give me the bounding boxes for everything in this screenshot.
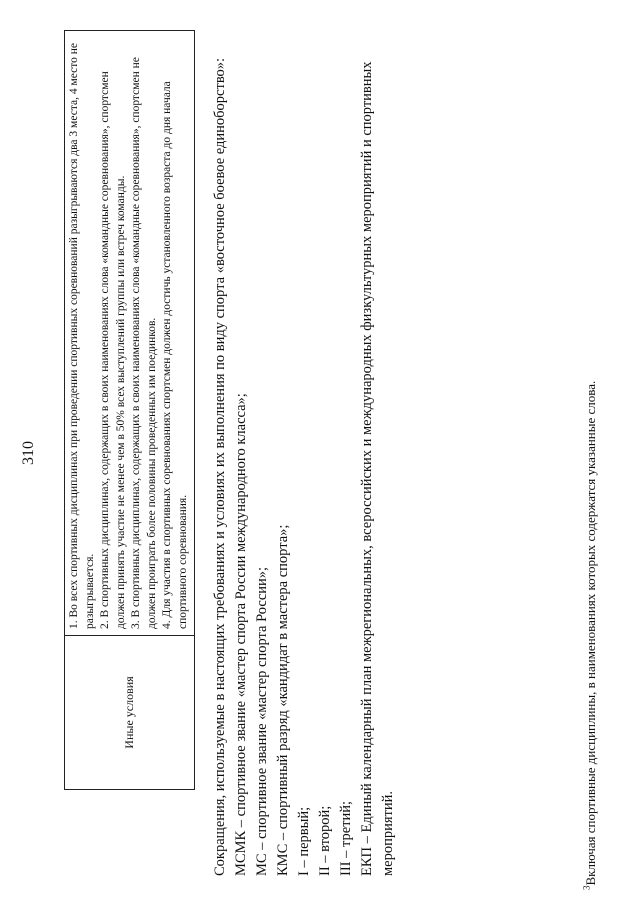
abbreviation-item: II – второй; xyxy=(317,805,333,876)
rule-item: 3. В спортивных дисциплинах, содержащих в своих наименованиях слова «командные соревнования», спортсмен не должен проиграть более половины проведенных им поединков. xyxy=(130,57,158,629)
table-row xyxy=(65,31,195,790)
abbreviation-item: III – третий; xyxy=(338,800,354,876)
abbreviation-item: МСМК – спортивное звание «мастер спорта России международного класса»; xyxy=(233,393,249,876)
rule-item: 1. Во всех спортивных дисциплинах при проведении спортивных соревнований разыгрываются два 3 места, 4 место не разыгрывается. xyxy=(68,43,96,629)
abbreviations-intro: Сокращения, используемые в настоящих требованиях и условиях их выполнения по виду спорта «восточное боевое единоборство»: xyxy=(212,57,228,876)
footnote-marker: 3 xyxy=(581,885,592,890)
abbreviations-section xyxy=(210,46,399,876)
rotated-page-content xyxy=(20,30,620,890)
footnote-text: Включая спортивные дисциплины, в наименованиях которых содержатся указанные слова. xyxy=(583,380,598,886)
conditions-table xyxy=(64,30,195,790)
rule-item: 2. В спортивных дисциплинах, содержащих в своих наименованиях слова «командные соревнования», спортсмен должен принять участие не менее чем в 50% всех выступлений группы или встреч команды. xyxy=(99,71,127,629)
rule-item: 4. Для участия в спортивных соревнованиях спортсмен должен достичь установленного возраста до дня начала спортивного соревнования. xyxy=(161,81,189,629)
abbreviation-item: МС – спортивное звание «мастер спорта России»; xyxy=(254,566,270,876)
abbreviation-item: КМС – спортивный разряд «кандидат в мастера спорта»; xyxy=(275,524,291,876)
conditions-rules xyxy=(65,31,195,636)
abbreviation-item: ЕКП – Единый календарный план межрегиональных, всероссийских и международных физкультурных мероприятий и спортивных мероприятий. xyxy=(359,61,396,876)
conditions-label: Иные условия xyxy=(65,636,195,790)
footnote xyxy=(582,30,600,890)
page-number: 310 xyxy=(20,441,37,465)
abbreviation-item: I – первый; xyxy=(296,806,312,876)
